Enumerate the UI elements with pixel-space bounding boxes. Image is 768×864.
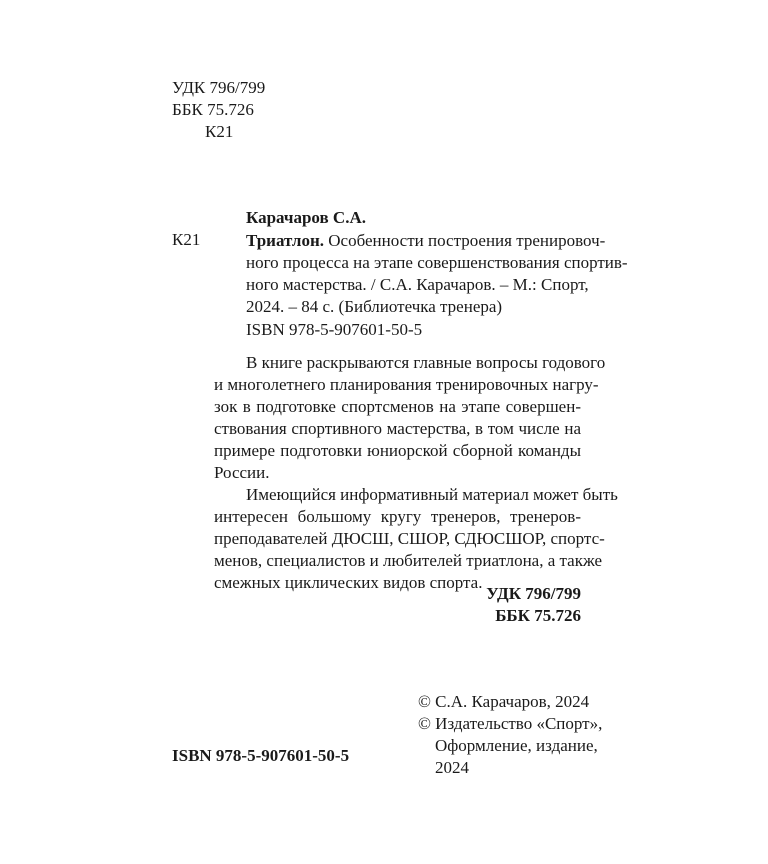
- udk-code-bottom: УДК 796/799: [486, 584, 581, 603]
- author-heading: Карачаров С.А.: [246, 208, 366, 227]
- author-sign-record: К21: [172, 230, 201, 249]
- record-line-3: ного мастерства. / С.А. Карачаров. – М.: Спорт,: [246, 275, 589, 294]
- record-isbn: ISBN 978-5-907601-50-5: [246, 320, 423, 339]
- annotation-p2-line-3: преподавателей ДЮСШ, СШОР, СДЮСШОР, спортс-: [214, 529, 605, 548]
- bbk-code-top: ББК 75.726: [172, 100, 254, 119]
- annotation-p1-line-6: России.: [214, 463, 270, 482]
- copyright-line-4: 2024: [435, 758, 469, 777]
- record-line-2: ного процесса на этапе совершенствования спортив-: [246, 253, 628, 272]
- footer-isbn: ISBN 978-5-907601-50-5: [172, 746, 350, 765]
- author-sign-top: К21: [205, 122, 234, 141]
- annotation-p1-line-4: ствования спортивного мастерства, в том числе на: [214, 419, 581, 438]
- udk-code-top: УДК 796/799: [172, 78, 266, 97]
- annotation-p2-line-2: интересен большому кругу тренеров, тренеров-: [214, 507, 581, 526]
- record-line-4: 2024. – 84 с. (Библиотечка тренера): [246, 297, 503, 316]
- record-line-1-text: Особенности построения тренировоч-: [328, 231, 606, 250]
- annotation-p1-line-2: и многолетнего планирования тренировочных нагру-: [214, 375, 599, 394]
- copyright-line-2: © Издательство «Спорт»,: [418, 714, 603, 733]
- bbk-code-bottom: ББК 75.726: [495, 606, 581, 625]
- copyright-line-3: Оформление, издание,: [435, 736, 598, 755]
- copyright-line-1: © С.А. Карачаров, 2024: [418, 692, 590, 711]
- record-title: Триатлон.: [246, 231, 325, 250]
- annotation-p1-line-5: примере подготовки юниорской сборной команды: [214, 441, 581, 460]
- annotation-p1-line-1: В книге раскрываются главные вопросы годового: [246, 353, 606, 372]
- annotation-p1-line-3: зок в подготовке спортсменов на этапе совершен-: [214, 397, 581, 416]
- annotation-p2-line-5: смежных циклических видов спорта.: [214, 573, 483, 592]
- annotation-p2-line-4: менов, специалистов и любителей триатлона, а также: [214, 551, 603, 570]
- annotation-p2-line-1: Имеющийся информативный материал может быть: [246, 485, 618, 504]
- record-line-1: [246, 230, 606, 252]
